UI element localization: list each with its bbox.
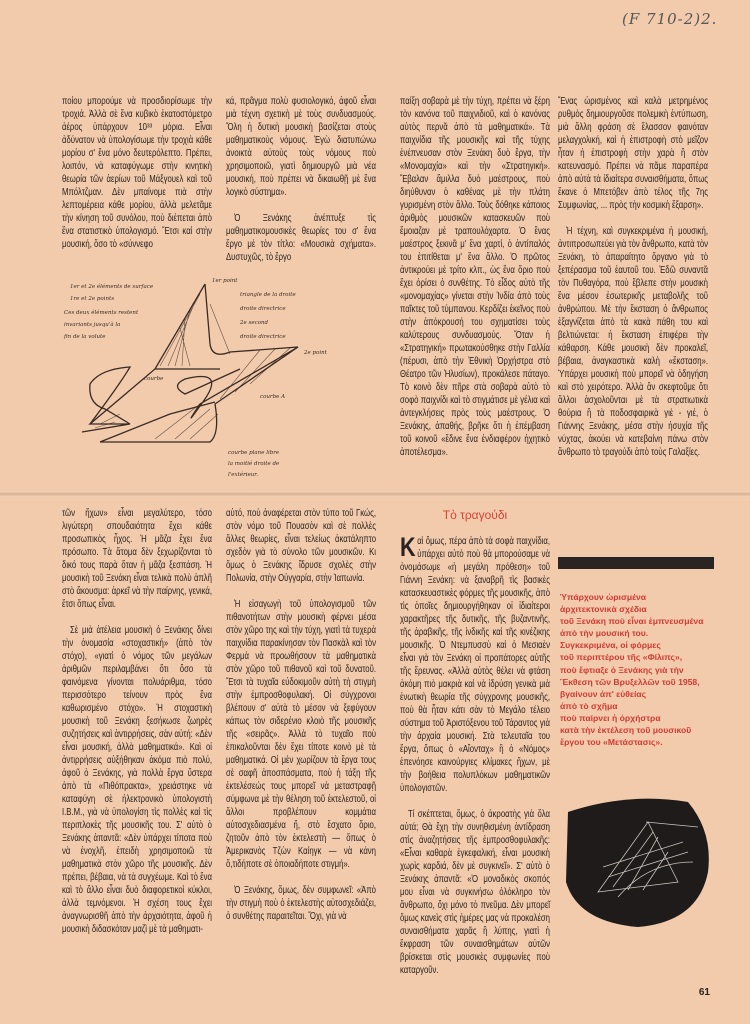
- paragraph: τῶν ἤχων» εἶναι μεγαλύτερο, τόσο λιγώτερη σπουδαιότητα ἔχει κάθε προσωπικὸς ἦχος. Ἡ μᾶζα ἔχει ἕνα πρόσωπο. Τὰ ἄτομα δὲν ξεχωρίζονται τὸ δικό τους παρὰ ὅταν ἡ μᾶζα ξεσπάση. Ἡ μουσικὴ τοῦ Ξενάκη εἶναι τελικὰ πολὺ ἁπλῆ στὸ ἄκουσμα: ἀρκεῖ νὰ τὴν παίρνης, γενικά, ἔτσι ὅπως εἶναι.: [62, 508, 212, 610]
- figure-label: droite directrice: [240, 334, 286, 340]
- paragraph: Ὁ Ξενάκης ἀνέπτυξε τὶς μαθηματικομουσικὲς θεωρίες του σ' ἕνα ἔργο μὲ τὸν τίτλο: «Μουσικὰ σχήματα». Δυστυχῶς, τὸ ἔργο: [226, 213, 376, 263]
- top-column-2: [226, 95, 376, 264]
- paragraph: Σὲ μιὰ ἀτέλεια μουσικὴ ὁ Ξενάκης δίνει τὴν ὀνομασία «στοχαστική» (ἀπὸ τὸν στόχο), «γιατὶ ὁ νόμος τῶν μεγάλων ἀριθμῶν περιλαμβάνει ὅτι ὅσο τὰ φαινόμενα γίνονται πολυάριθμα, τόσο περισσότερο τείνουν πρὸς ἕνα καθωρισμένο στόχο». Ἡ στοχαστικὴ μουσικὴ τοῦ Ξενάκη ξεσήκωσε ζωηρὲς συζητήσεις καὶ ἀντιρρήσεις, σὰν αὐτή: «Δὲν εἶναι μουσική, ἀλλὰ μαθηματικά». Καὶ οἱ ἀντιρρήσεις αὐξήθηκαν ἀκόμα πιὸ πολύ, ἀφοῦ ὁ Ξενάκης, γιὰ πολλὰ ἔργα ὕστερα ἀπὸ τὰ «Πιθόπρακτα», χρειάστηκε νὰ καταφύγη σὲ ἠλεκτρονικὸ ὑπολογιστὴ Ι.Β.Μ., γιὰ νὰ ὑπολογίση τὶς πολλὲς καὶ τὶς περιπλοκὲς τῆς μουσικῆς του. Σ' αὐτὸ ὁ Ξενάκης ἀπαντᾶ: «Δὲν ὑπάρχει τίποτα ποὺ νὰ ἐνοχλῆ, ἐπειδὴ χρησιμοποιῶ τὰ μαθηματικὰ στὸν χῶρο τῆς μουσικῆς. Δὲν πρέπει, βέβαια, νὰ τὰ συγχέωμε. Καὶ τὸ ἕνα καὶ τὸ ἄλλο εἶναι δυὸ διαφορετικοὶ κύκλοι, ἀλλὰ τεμνόμενοι. Ἡ σχέση τους ἔχει ἀναγνωρισθῆ ἀπὸ τὴν ἀρχαιότητα, ἀφοῦ ἡ μουσικὴ διδασκόταν μαζὶ μὲ τὰ μαθηματι-: [62, 625, 212, 935]
- bottom-column-4: [558, 507, 730, 932]
- figure-label: droite directrice: [240, 306, 286, 312]
- paragraph: κά, πρᾶγμα πολὺ φυσιολογικό, ἀφοῦ εἶναι μιὰ τέχνη σχετικὴ μὲ τοὺς συνδυασμούς. Ὅλη ἡ δυτικὴ μουσικὴ βασίζεται στοὺς μαθηματικοὺς νόμους. Ἐγὼ διατυπώνω ἀνοικτὰ αὐτοὺς τοὺς νόμους ποὺ χρησιμοποιῶ, γιατὶ δημιουργῶ μιὰ νέα μουσική, ποὺ πρέπει νὰ δικαιωθῇ μὲ ἕνα λογικὸ σύστημα».: [226, 96, 376, 198]
- figure-label: courbe: [144, 376, 164, 382]
- top-left-group: [62, 95, 376, 479]
- paragraph: ποίου μπορούμε νὰ προσδιορίσωμε τὴν τροχιά. Ἀλλὰ σὲ ἕνα κυβικὸ ἑκατοστόμετρο ἀέρος ὑπάρχουν 10³³ μόρια. Εἶναι ἀδύνατον νὰ ὑπολογίσωμε τὴν τροχιὰ κάθε μορίου σ' ἕνα μόνο δευτερόλεπτο. Πρέπει, λοιπόν, νὰ καταφύγωμε στὴν κινητικὴ θεωρία τῶν ἀερίων τοῦ Μάξγουελ καὶ τοῦ Μπόλτζμαν. Δὲν μπαίνομε πιὰ στὴν λεπτομέρεια κάθε μορίου, ἀλλὰ μελετᾶμε τὴν κίνηση τοῦ συνόλου, ποὺ διέπεται ἀπὸ ἕνα στατιστικὸ ὑπολογισμό. Ἔτσι καὶ στὴν μουσική, ὅσο τὸ «σύννεφο: [62, 96, 212, 250]
- figure-label: triangle de la droite: [240, 292, 296, 298]
- figure-label: fin de la volute: [64, 334, 106, 340]
- figure-label: 1er et 2e éléments de surface: [70, 284, 154, 290]
- figure-label: la moitié droite de: [228, 461, 280, 467]
- paragraph: Ἕνας ὡρισμένος καὶ καλὰ μετρημένος ρυθμὸς δημιουργοῦσε πολεμικὴ ἐντύπωση, μιὰ ἄλλη φράση σὲ ἔλασσον φαινόταν μελαγχολική, καὶ ἡ ἐπιστροφὴ στὸ μεῖζον ἦταν ἡ ἐπιστροφὴ στὴν χαρὰ ἢ στὸν κατευνασμό. Πρέπει νὰ πᾶμε παραπέρα ἀπὸ αὐτὰ τὰ ἰδιαίτερα συναισθήματα, ὅπως ἔκανε ὁ Μπετόβεν ἀπὸ τέλος τῆς 7ης Συμφωνίας, ... πρὸς τὴν κοσμικὴ ἔξαρση».: [558, 96, 708, 211]
- top-column-3: [400, 95, 550, 459]
- paragraph: Τί σκέπτεται, ὅμως, ὁ ἀκροατὴς γιὰ ὅλα αὐτά; Θὰ ἔχη τὴν συνηθισμένη ἀντίδραση στὶς ἀναζητήσεις τῆς ἐμπροσθοφυλακῆς: «Εἶναι καθαρὰ ἐγκεφαλική, εἶναι μουσικὴ χωρὶς καρδιά, δὲν μὲ συγκινεῖ». Σ' αὐτὸ ὁ Ξενάκης ἀπαντᾶ: «Ὁ μοναδικὸς σκοπός μου εἶναι νὰ συγκινήσω ὁλόκληρο τὸν ἄνθρωπο, ὄχι μόνο τὸ πνεῦμα. Δὲν μπορεῖ ὅμως κανεὶς στὶς ἡμέρες μας νὰ προκαλέση συναισθήματα χαρᾶς ἢ λύπης, γιατὶ ἡ ἔκφραση τῶν συναισθημάτων αὐτῶν βρίσκεται στὶς μουσικὲς συμφωνίες ποὺ καταργοῦν.: [400, 809, 550, 976]
- figure-label: courbe A: [260, 394, 286, 400]
- top-section: [62, 95, 750, 479]
- figure-label: courbe plane libre: [228, 450, 280, 456]
- bottom-column-3: [400, 507, 550, 977]
- figure-label: 2e second: [240, 320, 269, 326]
- figure-label: Ces deux éléments restent: [64, 310, 139, 316]
- section-heading: Τὸ τραγούδι: [442, 508, 508, 522]
- figure-label: 1er point: [212, 278, 238, 284]
- bottom-section: [62, 507, 750, 977]
- paragraph: Ὁ Ξενάκης, ὅμως, δὲν συμφωνεῖ: «Ἀπὸ τὴν στιγμὴ ποὺ ὁ ἐκτελεστὴς αὐτοσχεδιάζει, ὁ συνθέτης παραιτεῖται. Ὄχι, γιὰ νὰ: [226, 885, 376, 922]
- sculpture-photo: [558, 772, 718, 932]
- top-column-4: [558, 95, 708, 459]
- figure-label: invariants jusqu'à la: [64, 322, 121, 328]
- paragraph: παίξη σοβαρὰ μὲ τὴν τύχη, πρέπει νὰ ξέρη τὸν κανόνα τοῦ παιχνιδιοῦ, καὶ ὁ κανόνας αὐτὸς περνᾶ ἀπὸ τὰ μαθηματικά». Τὰ παιχνίδια τῆς μουσικῆς καὶ τῆς τύχης ἐνέπνευσαν στὸν Ξενάκη δυὸ ἔργα, τὴν «Μονομαχία» καὶ τὴν «Στρατηγική». Ἔβαλαν ἅμιλλα δυὸ μαέστρους, ποὺ διηύθυναν ὁ καθένας μὲ τὴν πλάτη γυρισμένη στὸν ἄλλο. Τοὺς δόθηκε κάποιος ἀριθμὸς μουσικῶν κατασκευῶν ποὺ ἔμοιαζαν μὲ τραπουλόχαρτα. Ὁ ἕνας μαέστρος ξεκινᾶ μ' ἕνα χαρτί, ὁ ἀντίπαλός του ἐπιτίθεται μ' ἕνα ἄλλο. Ὁ πρῶτος ἀντικρούει μὲ τρίτο κλπ., ὡς ἕνα ὅριο ποὺ ἔχει ὁρίσει ὁ συνθέτης. Τὸ εἶδος αὐτὸ τῆς «μονομαχίας» γίνεται στὴν Ἰνδία ἀπὸ τοὺς παῖκτες τοῦ τύμπανου. Κερδίζει ἐκεῖνος ποὺ στὴν ἀπόκρουσή του σχηματίσει τοὺς καλύτερους συνδυασμούς. Ὅταν ἡ «Στρατηγική» πρωτακούσθηκε στὴν Γαλλία (πέρυσι, ἀπὸ τὴν Ἐθνικὴ Ὀρχήστρα στὸ Θέατρο τῶν Ἠλυσίων), προκάλεσε πάταγο. Τὸ κοινὸ δὲν πῆρε στὰ σοβαρὰ αὐτὸ τὸ σοφὸ παιχνίδι καὶ τὸ στιγμάτισε μὲ γέλια καὶ ἀντεγκλήσεις πρὸς τοὺς μαέστρους. Ὁ Ξενάκης, ἀπαθής, βρῆκε ὅτι ἡ ἐπέμβαση τοῦ κοινοῦ «ἔδινε ἕνα ἐνδιαφέρον ἠχητικὸ ἀποτέλεσμα».: [400, 96, 550, 458]
- drop-cap: K: [400, 532, 416, 562]
- figure-label: 1re et 2e points: [70, 296, 115, 302]
- figure-label: 2e point: [304, 350, 327, 356]
- paragraph: αὐτό, ποὺ ἀναφέρεται στὸν τύπο τοῦ Γκώς, στὸν νόμο τοῦ Πουασὸν καὶ σὲ πολλὲς ἄλλες θεωρίες, εἶναι τελείως ἀκατάληπτο σχεδὸν γιὰ τὸ σύνολο τῶν μουσικῶν. Κι ὅμως ὁ Ξενάκης ἵδρυσε σχολὲς στὴν Πολωνία, στὴν Οὑγγαρία, στὴν Ἰαπωνία.: [226, 508, 376, 584]
- figure-label: l'extérieur.: [228, 472, 259, 478]
- image-caption: Ὑπάρχουν ὡρισμένα ἀρχιτεκτονικὰ σχέδια τοῦ Ξενάκη ποὺ εἶναι ἐμπνευσμένα ἀπὸ τὴν μουσική του. Συγκεκριμένα, οἱ φόρμες τοῦ περιπτέρου τῆς «Φίλιπς», ποὺ ἔφτιαξε ὁ Ξενάκης γιὰ τὴν Ἔκθεση τῶν Βρυξελλῶν τοῦ 1958, βγαίνουν ἀπ' εὐθείας ἀπὸ τὸ σχῆμα ποὺ παίρνει ἡ ὀρχήστρα κατὰ τὴν ἐκτέλεση τοῦ μουσικοῦ ἔργου του «Μετάστασις».: [560, 592, 704, 748]
- paragraph: Ἡ τέχνη, καὶ συγκεκριμένα ἡ μουσική, ἀντιπροσωπεύει γιὰ τὸν ἄνθρωπο, κατὰ τὸν Ξενάκη, τὸ ἀπαραίτητο ὄργανο γιὰ τὸ ξεπέρασμα τοῦ ἑαυτοῦ του. Ἐδῶ συναντᾶ τὸν Πυθαγόρα, ποὺ ἔβλεπε στὴν μουσικὴ ἕνα μέσον ἐσωτερικῆς μεταβολῆς τοῦ ἀνθρώπου. Μὲ τὴν ἔκσταση ὁ ἄνθρωπος ἐξαγνίζεται ἀπὸ τὰ κακὰ πάθη του καὶ βελτιώνεται: ἡ ἔκσταση ἐπιφέρει τὴν κάθαρση. Κάθε μουσικὴ δὲν προκαλεῖ, βέβαια, ἀναγκαστικὰ καλὴ «ἔκσταση». Ὑπάρχει μουσικὴ ποὺ μπορεῖ νὰ ὁδηγήση καὶ στὸ χειρότερο. Ἀλλὰ ἂν σκεφτοῦμε ὅτι ἄλλοι ἀσχολοῦνται μὲ τὰ στρατιωτικὰ θούρια ἢ τὰ ποδοσφαιρικὰ γιὲ - γιέ, ὁ Γιάννης Ξενάκης, μέσα στὴν ἡσυχία τῆς νύχτας, ἀκούει νὰ κατεβαίνη πάνω στὸν ἄνθρωπο τὸ τραγούδι ἀπὸ τοὺς Γαλαξίες.: [558, 226, 709, 458]
- page-fold: [0, 491, 750, 497]
- top-column-1: [62, 95, 212, 251]
- paragraph: αὶ ὅμως, πέρα ἀπὸ τὰ σοφὰ παιχνίδια, ὑπάρχει αὐτὸ ποὺ θὰ μπορούσαμε νὰ ὀνομάσωμε «ἡ μεγάλη πρόθεση» τοῦ Γιάννη Ξενάκη: νὰ ξαναβρῆ τὶς βασικὲς κατασκευαστικὲς φόρμες τῆς μουσικῆς, ἀπὸ τὶς ὁποῖες δημιουργήθηκαν οἱ ἰδιαίτεροι χαρακτῆρες τῆς δυτικῆς, τῆς βυζαντινῆς, τῆς ἀραβικῆς, τῆς ἰνδικῆς καὶ τῆς κινέζικης μουσικῆς. Ὁ Ντεμπυσσὺ καὶ ὁ Μεσιαὲν εἶναι γιὰ τὸν Ξενάκη οἱ προπάτορες αὐτῆς τῆς ἔρευνας. «Ἀλλὰ αὐτὸς θέλει νὰ φτάση ἀκόμη πιὸ μακριὰ καὶ νὰ ἱδρύση γενικὰ μιὰ ἑνωτικὴ θεωρία τῆς σύγχρονης μουσικῆς, ποὺ θὰ ἦταν κάτι σὰν τὸ Μεγάλο τέλειο σύστημα τοῦ Ἀριστόξενου τοῦ Τάραντος γιὰ τὴν ἀρχαία μουσική. Στὰ τελευταῖα του ἔργα, ὅπως ὁ «Αἴονταχ» ἢ ὁ «Νόμος» ἐπενόησε καινούργιες κλίμακες ἤχων, μὲ τὴν βοήθεια πολυπλόκων μαθηματικῶν ὑπολογιστῶν.: [400, 536, 551, 794]
- handwritten-reference: (F 710-2)2.: [622, 10, 718, 28]
- page-number: 61: [698, 987, 710, 998]
- bottom-column-1: [62, 507, 212, 936]
- xenakis-sketch-figure: [60, 274, 360, 479]
- bottom-column-2: [226, 507, 376, 923]
- black-rule-bar: [558, 557, 714, 569]
- paragraph: Ἡ εἰσαγωγὴ τοῦ ὑπολογισμοῦ τῶν πιθανοτήτων στὴν μουσικὴ φέρνει μέσα στὸν χῶρο της καὶ τὴν τύχη, γιατὶ τὰ τυχερὰ παιχνίδια παρακίνησαν τὸν Πασκὰλ καὶ τὸν Φερμὰ νὰ προωθήσουν τὰ μαθηματικὰ στὸν χῶρο τοῦ πιθανοῦ καὶ τοῦ δυνατοῦ. Ἔτσι τὰ τυχαῖα εὐδοκιμοῦν αὐτὴ τὴ στιγμὴ στὴν ἐμπροσθοφυλακή. Οἱ σύγχρονοι βλέπουν σ' αὐτὰ τὸ μέσον νὰ ξεφύγουν κάπως τὸν σιδερένιο κλοιὸ τῆς μουσικῆς τῆς «σειρᾶς». Ἀλλὰ τὸ τυχαῖο ποὺ ἐπικαλοῦνται δὲν ἔχει τίποτε κοινὸ μὲ τὰ μαθηματικά. Οἱ μὲν χωρίζουν τὰ ἔργα τους σὲ σαφῆ ἀποσπάσματα, ποὺ ἡ τάξη τῆς ἐκτελέσεώς τους μπορεῖ νὰ μεταστραφῇ σύμφωνα μὲ τὴν θέληση τοῦ ἐκτελεστοῦ, οἱ ἄλλοι προβλέπουν κομμάτια αὐτοσχεδιασμένα ἤ, στὸ ἔσχατο ὅριο, ζητοῦν ἀπὸ τὸν ἐκτελεστὴ — ὅπως ὁ Ἀμερικανὸς Τζὼν Καίηγκ — νὰ κάνη ὅ,τιδήποτε σὲ ὁποιαδήποτε στιγμή».: [226, 599, 376, 870]
